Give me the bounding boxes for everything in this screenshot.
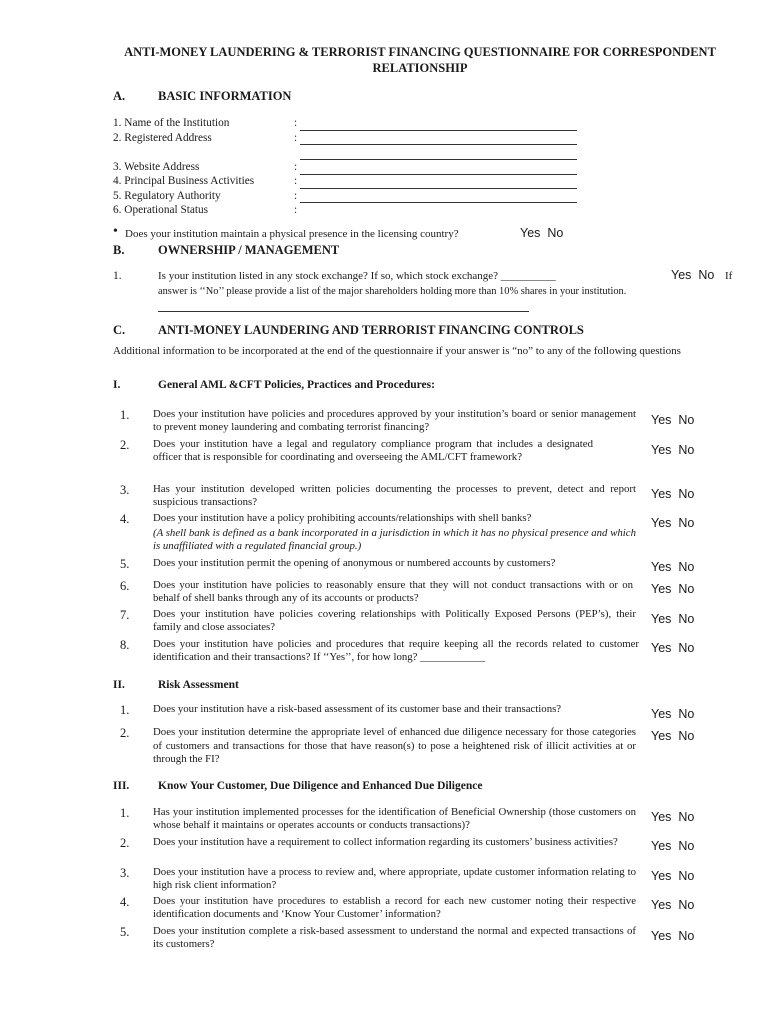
yes-option[interactable]: Yes [651, 707, 672, 721]
section-c-heading: ANTI-MONEY LAUNDERING AND TERRORIST FINANCING CONTROLS [158, 323, 584, 337]
bullet-icon: • [113, 224, 118, 239]
stock-exchange-yes-no[interactable] [671, 268, 714, 282]
field-colon: : [294, 132, 298, 144]
address-input-line[interactable] [300, 144, 577, 145]
subsection-i-heading: General AML &CFT Policies, Practices and Procedures: [158, 379, 435, 391]
question-text: Does your institution have a policy prohibiting accounts/relationships with shell banks? [153, 512, 532, 524]
yes-option[interactable]: Yes [651, 869, 672, 883]
document-title: ANTI-MONEY LAUNDERING & TERRORIST FINANCING QUESTIONNAIRE FOR CORRESPONDENT RELATIONSHIP [124, 45, 716, 75]
question-text: Does your institution have a requirement to collect information regarding its customers’ business activities? [153, 836, 618, 848]
stock-exchange-question: Is your institution listed in any stock exchange? If so, which stock exchange? __________ [158, 270, 556, 282]
yes-option[interactable]: Yes [671, 268, 692, 282]
subsection-iii-heading: Know Your Customer, Due Diligence and Enhanced Due Diligence [158, 780, 483, 792]
yes-option[interactable]: Yes [651, 413, 672, 427]
question-text: Does your institution permit the opening of anonymous or numbered accounts by customers? [153, 557, 556, 569]
no-option[interactable]: No [678, 641, 695, 655]
question-text: Does your institution have a process to review and, where appropriate, update customer information relating to high risk client information? [153, 866, 636, 891]
question-yes-no[interactable] [651, 443, 694, 457]
field-label-status: 6. Operational Status [113, 204, 209, 216]
field-colon: : [294, 161, 298, 173]
shareholders-instruction: answer is ‘‘No’’ please provide a list of the major shareholders holding more than 10% shares in your institution. [158, 286, 627, 297]
no-option[interactable]: No [547, 226, 564, 240]
question-number: 1. [113, 270, 122, 282]
question-number: 6. [120, 579, 130, 593]
yes-option[interactable]: Yes [651, 641, 672, 655]
field-colon: : [294, 190, 298, 202]
yes-option[interactable]: Yes [651, 560, 672, 574]
no-option[interactable]: No [678, 612, 695, 626]
no-option[interactable]: No [678, 869, 695, 883]
question-text: Does your institution have policies and procedures that require keeping all the records related to customer identification and their transactions? If ‘‘Yes’’, for how long? ____________ [153, 638, 639, 663]
section-b-heading: OWNERSHIP / MANAGEMENT [158, 243, 340, 257]
no-option[interactable]: No [678, 898, 695, 912]
subsection-ii-roman: II. [113, 679, 125, 691]
question-yes-no[interactable] [651, 641, 694, 655]
question-text: Has your institution implemented processes for the identification of Beneficial Ownership (those customers on whose behalf it maintains or operates accounts or conducts transactions)? [153, 806, 636, 831]
question-yes-no[interactable] [651, 612, 694, 626]
website-input-line[interactable] [300, 174, 577, 175]
question-text: Does your institution have policies to reasonably ensure that they will not conduct transactions with or on behalf of shell banks through any of its accounts or products? [153, 579, 633, 604]
no-option[interactable]: No [678, 582, 695, 596]
field-label-regulator: 5. Regulatory Authority [113, 190, 221, 202]
no-option[interactable]: No [678, 929, 695, 943]
field-label-activities: 4. Principal Business Activities [113, 175, 255, 187]
question-number: 7. [120, 608, 130, 622]
physical-presence-yes-no[interactable] [520, 226, 563, 240]
question-number: 1. [120, 703, 130, 717]
no-option[interactable]: No [678, 839, 695, 853]
question-number: 8. [120, 638, 130, 652]
name-input-line[interactable] [300, 130, 577, 131]
no-option[interactable]: No [678, 443, 695, 457]
question-text: Does your institution complete a risk-based assessment to understand the normal and expected transactions of its customers? [153, 925, 636, 950]
activities-input-line[interactable] [300, 188, 577, 189]
no-option[interactable]: No [698, 268, 715, 282]
question-text: Does your institution have policies covering relationships with Politically Exposed Persons (PEP’s), their family and close associates? [153, 608, 636, 633]
subsection-iii-roman: III. [113, 780, 130, 792]
yes-option[interactable]: Yes [651, 898, 672, 912]
yes-option[interactable]: Yes [651, 443, 672, 457]
question-number: 4. [120, 895, 130, 909]
shareholders-input-line[interactable] [158, 311, 529, 312]
yes-option[interactable]: Yes [520, 226, 541, 240]
section-b-letter: B. [113, 243, 125, 257]
question-number: 5. [120, 925, 130, 939]
subsection-ii-heading: Risk Assessment [158, 679, 239, 691]
no-option[interactable]: No [678, 729, 695, 743]
question-yes-no[interactable] [651, 839, 694, 853]
field-colon: : [294, 175, 298, 187]
question-yes-no[interactable] [651, 810, 694, 824]
field-colon: : [294, 204, 298, 216]
section-a-heading: BASIC INFORMATION [158, 89, 292, 103]
section-a-letter: A. [113, 89, 126, 103]
question-number: 1. [120, 806, 130, 820]
question-text: Does your institution have a legal and regulatory compliance program that includes a designated officer that is responsible for coordinating and overseeing the AML/CFT framework? [153, 438, 593, 463]
question-number: 5. [120, 557, 130, 571]
question-yes-no[interactable] [651, 413, 694, 427]
address-input-line-2[interactable] [300, 159, 577, 160]
yes-option[interactable]: Yes [651, 516, 672, 530]
question-yes-no[interactable] [651, 929, 694, 943]
question-yes-no[interactable] [651, 516, 694, 530]
question-number: 1. [120, 408, 130, 422]
section-c-letter: C. [113, 323, 126, 337]
yes-option[interactable]: Yes [651, 929, 672, 943]
subsection-i-roman: I. [113, 379, 121, 391]
shell-bank-note: (A shell bank is defined as a bank incorporated in a jurisdiction in which it has no physical presence and which is unaffiliated with a regulated financial group.) [153, 527, 636, 552]
question-text: Has your institution developed written policies documenting the processes to prevent, detect and report suspicious transactions? [153, 483, 636, 508]
no-option[interactable]: No [678, 413, 695, 427]
yes-option[interactable]: Yes [651, 582, 672, 596]
question-number: 2. [120, 726, 130, 740]
question-yes-no[interactable] [651, 582, 694, 596]
question-text: Does your institution have a risk-based assessment of its customer base and their transactions? [153, 703, 562, 715]
question-number: 2. [120, 438, 130, 452]
question-text: Does your institution determine the appropriate level of enhanced due diligence necessary for those categories of customers and transactions for those that have reason(s) to pose a heightened risk of illicit activities at or through the FI? [153, 726, 636, 765]
question-number: 3. [120, 866, 130, 880]
question-number: 3. [120, 483, 130, 497]
question-number: 2. [120, 836, 130, 850]
field-label-address: 2. Registered Address [113, 132, 212, 144]
no-option[interactable]: No [678, 487, 695, 501]
question-yes-no[interactable] [651, 729, 694, 743]
no-option[interactable]: No [678, 516, 695, 530]
field-label-name: 1. Name of the Institution [113, 117, 230, 129]
question-yes-no[interactable] [651, 707, 694, 721]
no-option[interactable]: No [678, 810, 695, 824]
yes-option[interactable]: Yes [651, 612, 672, 626]
section-c-intro: Additional information to be incorporated at the end of the questionnaire if your answer is “no” to any of the following questions [113, 345, 681, 357]
question-yes-no[interactable] [651, 560, 694, 574]
question-number: 4. [120, 512, 130, 526]
no-option[interactable]: No [678, 560, 695, 574]
question-yes-no[interactable] [651, 869, 694, 883]
physical-presence-question: Does your institution maintain a physical presence in the licensing country? [125, 228, 459, 240]
yes-option[interactable]: Yes [651, 839, 672, 853]
question-yes-no[interactable] [651, 898, 694, 912]
yes-option[interactable]: Yes [651, 810, 672, 824]
no-option[interactable]: No [678, 707, 695, 721]
question-yes-no[interactable] [651, 487, 694, 501]
field-colon: : [294, 117, 298, 129]
question-text: Does your institution have procedures to establish a record for each new customer noting their respective identification documents and ‘Know Your Customer’ information? [153, 895, 636, 920]
question-text: Does your institution have policies and procedures approved by your institution’s board or senior management to prevent money laundering and combating terrorist financing? [153, 408, 636, 433]
field-label-website: 3. Website Address [113, 161, 200, 173]
yes-option[interactable]: Yes [651, 487, 672, 501]
stock-exchange-if: If [725, 270, 733, 282]
regulator-input-line[interactable] [300, 202, 577, 203]
yes-option[interactable]: Yes [651, 729, 672, 743]
